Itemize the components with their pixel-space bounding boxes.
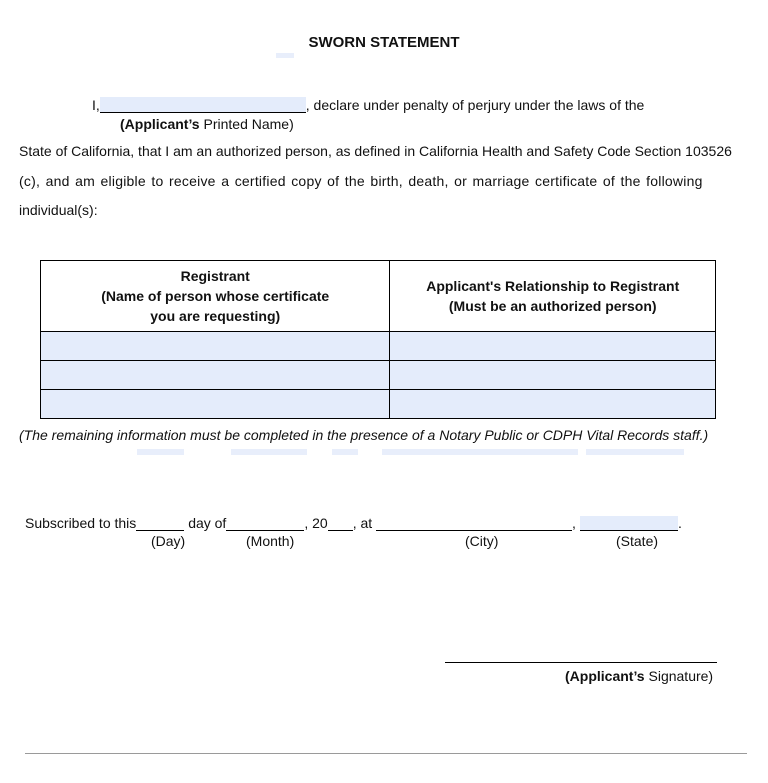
registrant-header xyxy=(41,261,390,332)
field-highlight xyxy=(382,449,578,455)
month-caption: (Month) xyxy=(246,533,295,549)
field-highlight xyxy=(137,449,184,455)
day-caption: (Day) xyxy=(151,533,186,549)
table-row xyxy=(41,332,716,361)
declaration-suffix: , declare under penalty of perjury under the laws of the xyxy=(305,97,645,113)
registrant-header-line: you are requesting) xyxy=(150,308,281,324)
registrant-name-field[interactable] xyxy=(41,361,390,390)
relationship-field[interactable] xyxy=(390,361,716,390)
relationship-header xyxy=(390,261,716,332)
subscribed-line: Subscribed to this day of , 20 , at , . xyxy=(25,515,682,531)
registrant-header-line: (Name of person whose certificate xyxy=(101,288,330,304)
signature-caption-bold: (Applicant’s xyxy=(565,668,645,684)
subscribed-prefix: Subscribed to this xyxy=(25,515,137,531)
applicant-name-field[interactable] xyxy=(100,97,306,113)
signature-field[interactable] xyxy=(445,662,717,663)
registrant-table xyxy=(40,260,716,419)
declaration-text-2: (c), and am eligible to receive a certified copy of the birth, death, or marriage certificate of the following xyxy=(19,173,703,189)
relationship-header-line: (Must be an authorized person) xyxy=(448,298,657,314)
declaration-prefix: I, xyxy=(92,97,100,113)
caption-bold: (Applicant’s xyxy=(120,116,200,132)
field-highlight xyxy=(332,449,358,455)
signature-caption-rest: Signature) xyxy=(644,668,714,684)
field-highlight xyxy=(231,449,307,455)
registrant-name-field[interactable] xyxy=(41,390,390,419)
field-highlight xyxy=(276,53,294,58)
registrant-header-line: Registrant xyxy=(180,268,250,284)
caption-rest: Printed Name) xyxy=(199,116,294,132)
relationship-field[interactable] xyxy=(390,332,716,361)
relationship-header-line: Applicant's Relationship to Registrant xyxy=(426,278,680,294)
declaration-text-3: individual(s): xyxy=(19,202,98,218)
year-prefix: , 20 xyxy=(304,515,328,531)
field-highlight xyxy=(586,449,684,455)
page-divider xyxy=(25,753,747,754)
state-caption: (State) xyxy=(616,533,659,549)
registrant-name-field[interactable] xyxy=(41,332,390,361)
at-label: , at xyxy=(352,515,373,531)
table-row xyxy=(41,390,716,419)
year-field[interactable] xyxy=(328,516,353,531)
state-field[interactable] xyxy=(580,516,678,531)
signature-caption xyxy=(565,668,713,684)
table-row xyxy=(41,361,716,390)
day-of-label: day of xyxy=(188,515,227,531)
city-field[interactable] xyxy=(376,516,572,531)
declaration-line xyxy=(92,97,644,113)
relationship-field[interactable] xyxy=(390,390,716,419)
declaration-text-1: State of California, that I am an authorized person, as defined in California Health and Safety Code Section 103526 xyxy=(19,143,732,159)
table-header-row xyxy=(41,261,716,332)
applicant-name-caption xyxy=(120,116,294,132)
page-title: SWORN STATEMENT xyxy=(308,34,460,51)
city-caption: (City) xyxy=(465,533,499,549)
month-field[interactable] xyxy=(226,516,304,531)
day-field[interactable] xyxy=(136,516,184,531)
notary-note: (The remaining information must be completed in the presence of a Notary Public or CDPH Vital Records staff.) xyxy=(19,427,709,443)
